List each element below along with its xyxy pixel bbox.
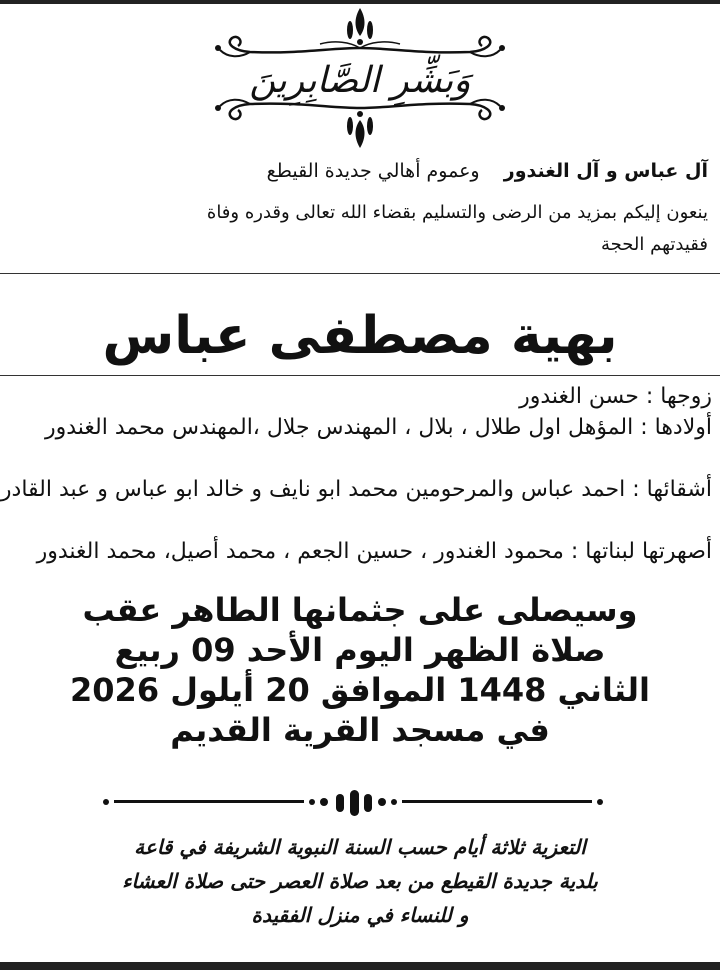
families-rest: وعموم أهالي جديدة القيطع bbox=[266, 160, 480, 182]
funeral-line-3: الثاني 1448 الموافق 20 أيلول 2026 bbox=[70, 671, 650, 709]
ornament-divider-icon bbox=[100, 782, 620, 822]
condolences-line-3: و للنساء في منزل الفقيدة bbox=[251, 903, 469, 927]
divider-top bbox=[0, 273, 720, 274]
announcement-line-1: ينعون إليكم بمزيد من الرضى والتسليم بقضاء الله تعالى وقدره وفاة bbox=[206, 202, 708, 223]
deceased-name: بهية مصطفى عباس bbox=[102, 306, 618, 366]
funeral-prayer bbox=[0, 590, 720, 750]
bottom-border bbox=[0, 962, 720, 970]
condolences-line-1: التعزية ثلاثة أيام حسب السنة النبوية الشريفة في قاعة bbox=[134, 835, 586, 859]
relatives-sons: أولادها : المؤهل اول طلال ، بلال ، المهندس جلال ،المهندس محمد الغندور bbox=[44, 415, 712, 440]
announcement bbox=[8, 197, 708, 261]
quran-verse: وَبَشِّرِ الصَّابِرِينَ bbox=[249, 60, 471, 101]
families-names: آل عباس و آل الغندور bbox=[503, 160, 708, 182]
relatives-sons-in-law: أصهرتها لبناتها : محمود الغندور ، حسين الجعم ، محمد أصيل، محمد الغندور bbox=[36, 539, 712, 564]
funeral-line-4: في مسجد القرية القديم bbox=[170, 711, 550, 749]
funeral-line-1: وسيصلى على جثمانها الطاهر عقب bbox=[82, 591, 638, 629]
funeral-line-2: صلاة الظهر اليوم الأحد 09 ربيع bbox=[114, 631, 606, 669]
relatives-siblings: أشقائها : احمد عباس والمرحومين محمد ابو نايف و خالد ابو عباس و عبد القادر bbox=[0, 477, 712, 502]
announcement-line-2: فقيدتهم الحجة bbox=[601, 234, 708, 255]
divider-middle bbox=[0, 375, 720, 376]
condolences-line-2: بلدية جديدة القيطع من بعد صلاة العصر حتى صلاة العشاء bbox=[122, 869, 598, 893]
top-border bbox=[0, 0, 720, 4]
relatives-husband: زوجها : حسن الغندور bbox=[519, 384, 712, 409]
condolences bbox=[0, 830, 720, 932]
families-line bbox=[8, 155, 708, 187]
